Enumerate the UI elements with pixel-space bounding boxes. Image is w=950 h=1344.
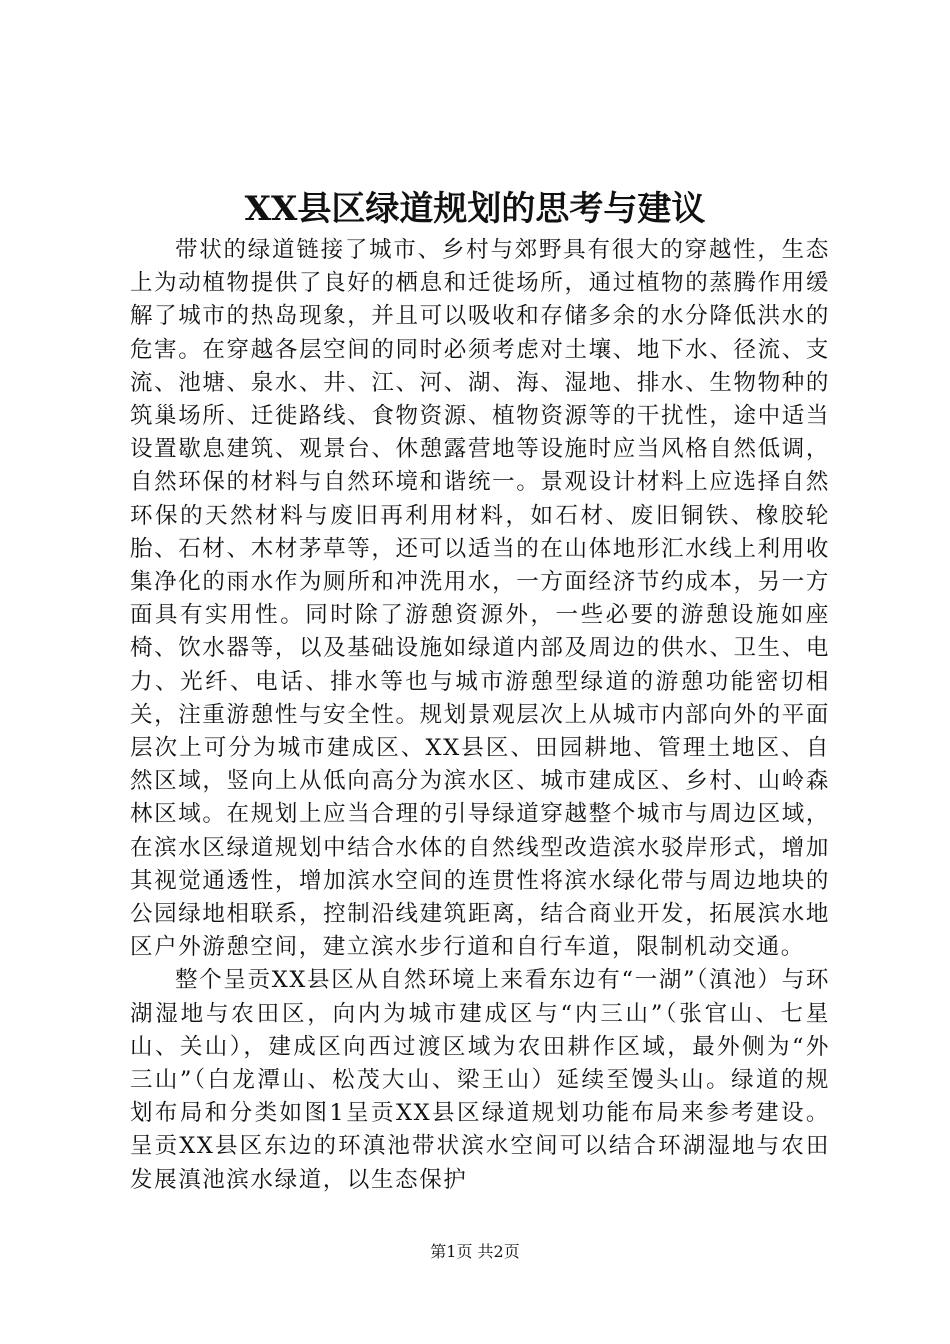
paragraph-1: 带状的绿道链接了城市、乡村与郊野具有很大的穿越性，生态上为动植物提供了良好的栖息和迁徙场所，通过植物的蒸腾作用缓解了城市的热岛现象，并且可以吸收和存储多余的水分降低洪水的危害。在穿越各层空间的同时必须考虑对土壤、地下水、径流、支流、池塘、泉水、井、江、河、湖、海、湿地、排水、生物物种的筑巢场所、迁徙路线、食物资源、植物资源等的干扰性，途中适当设置歇息建筑、观景台、休憩露营地等设施时应当风格自然低调，自然环保的材料与自然环境和谐统一。景观设计材料上应选择自然环保的天然材料与废旧再利用材料，如石材、废旧铜铁、橡胶轮胎、石材、木材茅草等，还可以适当的在山体地形汇水线上利用收集净化的雨水作为厕所和冲洗用水，一方面经济节约成本，另一方面具有实用性。同时除了游憩资源外，一些必要的游憩设施如座椅、饮水器等，以及基础设施如绿道内部及周边的供水、卫生、电力、光纤、电话、排水等也与城市游憩型绿道的游憩功能密切相关，注重游憩性与安全性。规划景观层次上从城市内部向外的平面层次上可分为城市建成区、XX县区、田园耕地、管理土地区、自然区域，竖向上从低向高分为滨水区、城市建成区、乡村、山岭森林区域。在规划上应当合理的引导绿道穿越整个城市与周边区域，在滨水区绿道规划中结合水体的自然线型改造滨水驳岸形式，增加其视觉通透性，增加滨水空间的连贯性将滨水绿化带与周边地块的公园绿地相联系，控制沿线建筑距离，结合商业开发，拓展滨水地区户外游憩空间，建立滨水步行道和自行车道，限制机动交通。 <box>130 237 830 961</box>
paragraph-2: 整个呈贡XX县区从自然环境上来看东边有“一湖”（滇池）与环湖湿地与农田区，向内为城市建成区与“内三山”（张官山、七星山、关山），建成区向西过渡区域为农田耕作区域，最外侧为“外三山”（白龙潭山、松茂大山、梁王山）延续至馒头山。绿道的规划布局和分类如图1呈贡XX县区绿道规划功能布局来参考建设。呈贡XX县区东边的环滇池带状滨水空间可以结合环湖湿地与农田发展滇池滨水绿道，以生态保护 <box>130 967 830 1193</box>
page-footer: 第1页 共2页 <box>430 1242 520 1261</box>
document-body <box>130 234 830 1197</box>
document-title: XX县区绿道规划的思考与建议 <box>244 189 706 229</box>
